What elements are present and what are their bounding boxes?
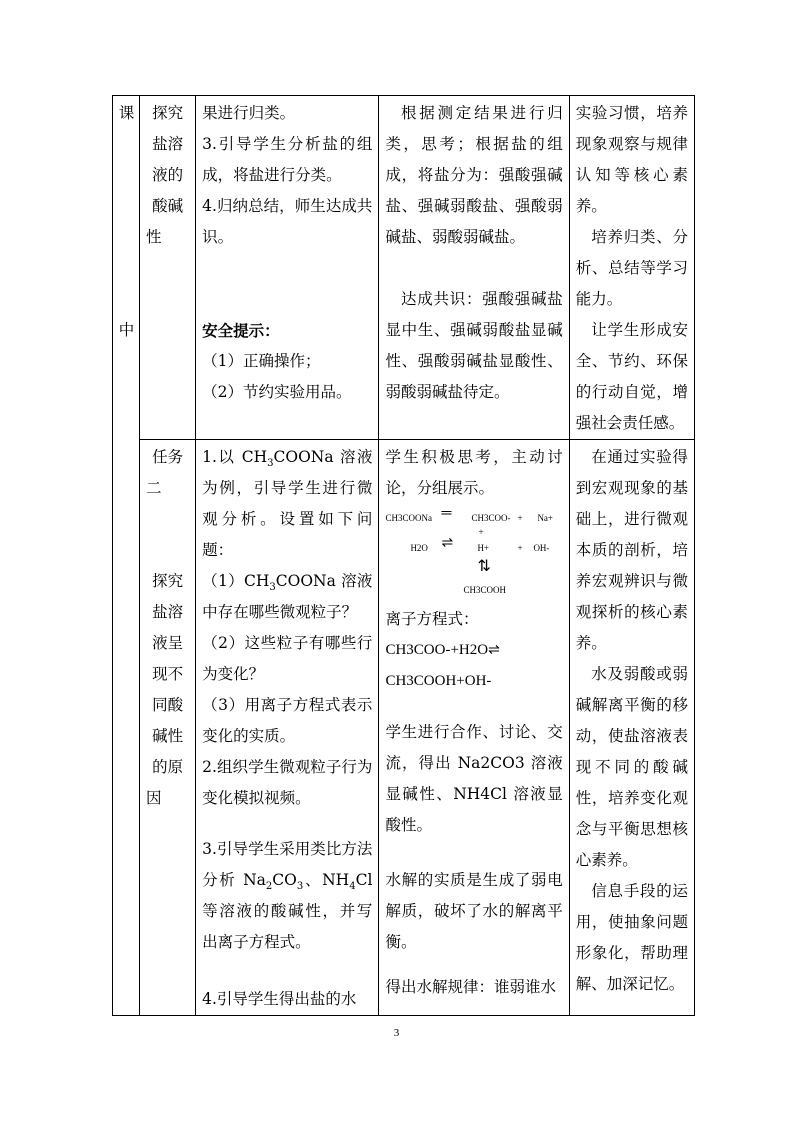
task-line: 任务 xyxy=(152,448,184,466)
task-label xyxy=(140,440,195,814)
teacher-item: 4.引导学生得出盐的水 xyxy=(202,990,357,1008)
intent-text: 培养归类、分析、总结等学习能力。 xyxy=(575,228,688,308)
table-row xyxy=(113,440,695,1016)
task-line: 现不 xyxy=(152,665,184,683)
formula-h2o: H2O xyxy=(410,543,428,553)
stage-char-top: 课 xyxy=(118,104,135,122)
equals-sign: ═ xyxy=(441,506,452,521)
student-text: 根据测定结果进行归类，思考；根据盐的组成，将盐分为：强酸强碱盐、强碱弱酸盐、强酸弱碱盐、弱酸弱碱盐。 xyxy=(385,104,563,246)
teacher-item: 3.引导学生采用类比方法分析 $Na_2CO_3$、$NH_4Cl$ 等溶液的酸碱性，并写出离子方程式。 xyxy=(202,840,373,951)
formula-h: H+ xyxy=(477,543,490,553)
task-line: 盐溶 xyxy=(152,135,184,153)
plus-sign: + xyxy=(517,543,523,553)
student-text: 水解的实质是生成了弱电解质，破坏了水的解离平衡。 xyxy=(385,871,563,951)
task-line: 液呈 xyxy=(152,634,184,652)
stage-char-mid: 中 xyxy=(118,321,135,339)
page-number: 3 xyxy=(393,1027,400,1039)
task-line: 探究 xyxy=(152,572,184,590)
task-line: 的原 xyxy=(152,758,184,776)
intent-text: 实验习惯，培养现象观察与规律认知等核心素养。 xyxy=(575,104,688,215)
safety-item: （1）正确操作； xyxy=(202,352,321,370)
task-line: 液的 xyxy=(152,166,184,184)
ionic-equation-label: 离子方程式： xyxy=(385,610,479,628)
teacher-question: （3）用离子方程式表示变化的实质。 xyxy=(202,696,373,745)
student-text: 学生进行合作、讨论、交流，得出 Na2CO3 溶液显碱性、NH4Cl 溶液显酸性。 xyxy=(385,723,563,834)
teacher-item: 2.组织学生微观粒子行为变化模拟视频。 xyxy=(202,758,373,807)
task-line: 碱性 xyxy=(152,727,184,745)
task-cell xyxy=(140,440,196,1016)
student-activity-cell xyxy=(379,440,569,1016)
formula-ch3coona: CH3COONa xyxy=(385,513,432,523)
task-line: 性 xyxy=(146,228,162,246)
intent-text: 让学生形成安全、节约、环保的行动自觉，增强社会责任感。 xyxy=(575,321,688,432)
design-intent-cell xyxy=(569,96,694,440)
equilibrium-arrow: ⇌ xyxy=(441,536,454,551)
ionization-diagram xyxy=(385,508,562,602)
safety-item: （2）节约实验用品。 xyxy=(202,383,352,401)
safety-title: 安全提示： xyxy=(202,321,280,340)
formula-na: Na+ xyxy=(537,513,554,523)
design-intent-cell xyxy=(569,440,694,1016)
teacher-text: 果进行归类。 xyxy=(202,104,296,122)
formula-ch3cooh: CH3COOH xyxy=(463,585,506,595)
task-label xyxy=(140,96,195,253)
plus-sign: + xyxy=(517,513,523,523)
formula-oh: OH- xyxy=(533,543,550,553)
formula-ch3coo: CH3COO- xyxy=(471,513,511,523)
student-text: 学生积极思考，主动讨论，分组展示。 xyxy=(385,448,563,497)
teacher-activity-cell xyxy=(196,96,379,440)
teacher-item: 3.引导学生分析盐的组成，将盐进行分类。 xyxy=(202,135,373,184)
teacher-question: （2）这些粒子有哪些行为变化？ xyxy=(202,634,373,683)
teacher-item: 1.以 $CH_3COONa$ 溶液为例，引导学生进行微观分析。设置如下问题： xyxy=(202,448,373,559)
teacher-question: $(1)CH_3COONa$ 溶液中存在哪些微观粒子？ xyxy=(202,572,373,621)
plus-sign: + xyxy=(478,527,484,537)
task-cell xyxy=(140,96,196,440)
student-text: 达成共识：强酸强碱盐显中生、强碱弱酸盐显碱性、强酸弱碱盐显酸性、弱酸弱碱盐待定。 xyxy=(385,290,563,401)
task-line: 二 xyxy=(146,479,162,497)
ionic-equation: CH3COOH+OH- xyxy=(385,673,492,689)
task-line: 酸碱 xyxy=(152,197,184,215)
teacher-activity-cell xyxy=(196,440,379,1016)
ionic-equation: CH3COO-+H2O⇌ xyxy=(385,642,500,658)
intent-text: 信息手段的运用，使抽象问题形象化，帮助理解、加深记忆。 xyxy=(575,882,688,993)
intent-text: 在通过实验得到宏观现象的基础上，进行微观本质的剖析，培养宏观辨识与微观探析的核心素养。 xyxy=(575,448,688,652)
stage-column xyxy=(113,96,140,1016)
table-row xyxy=(113,96,695,440)
teacher-item: 4.归纳总结，师生达成共识。 xyxy=(202,197,373,246)
lesson-table xyxy=(112,95,695,1016)
intent-text: 水及弱酸或弱碱解离平衡的移动，使盐溶液表现不同的酸碱性，培养变化观念与平衡思想核心素养。 xyxy=(575,665,688,869)
student-activity-cell xyxy=(379,96,569,440)
student-text: 得出水解规律：谁弱谁水 xyxy=(385,978,556,996)
task-line: 同酸 xyxy=(152,696,184,714)
vertical-equilibrium-arrow: ⇅ xyxy=(477,558,491,575)
task-line: 探究 xyxy=(152,104,184,122)
task-line: 因 xyxy=(146,789,162,807)
task-line: 盐溶 xyxy=(152,603,184,621)
